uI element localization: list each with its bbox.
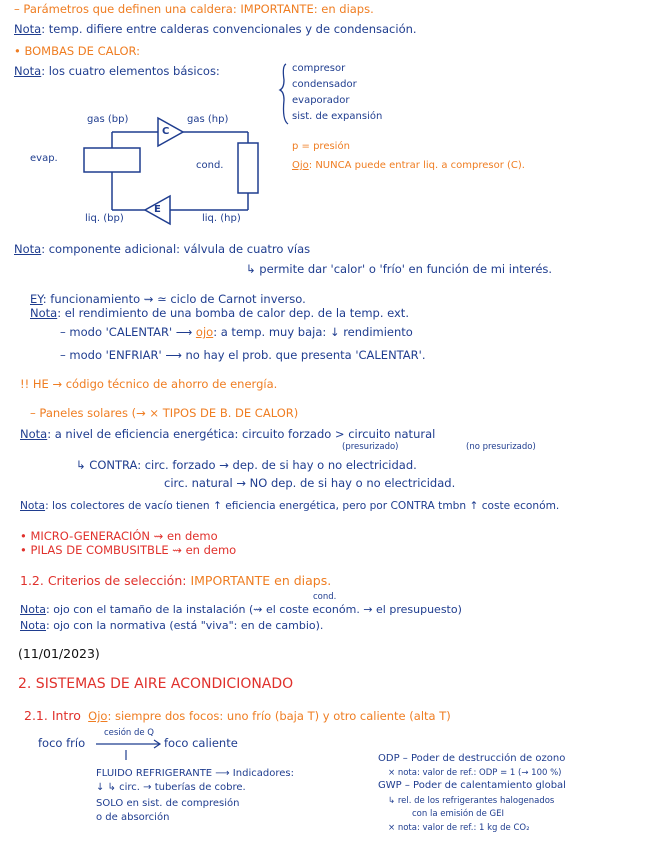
nota-label: Nota (30, 306, 58, 320)
label-gas-bp: gas (bp) (87, 114, 129, 125)
modo-calentar-text: : a temp. muy baja: ↓ rendimiento (213, 325, 413, 339)
date: (11/01/2023) (18, 646, 100, 661)
gwp-nota: × nota: valor de ref.: 1 kg de CO₂ (388, 823, 530, 833)
label-e: E (154, 204, 161, 215)
line-solo: SOLO en sist. de compresión (96, 798, 240, 809)
line-circ-natural: circ. natural → NO dep. de si hay o no electricidad. (164, 476, 456, 490)
nota-text: : componente adicional: válvula de cuatro vías (41, 242, 311, 256)
line-micro-generacion: • MICRO-GENERACIÓN ⇝ en demo (20, 529, 218, 543)
line-tuberias: ↓ ↳ circ. → tuberías de cobre. (96, 782, 246, 793)
nota-text: : los colectores de vacío tienen ↑ eficiencia energética, pero por CONTRA tmbn ↑ coste económ. (45, 500, 560, 512)
nota-text: : ojo con el tamaño de la instalación (⇝ el coste económ. → el presupuesto) (46, 603, 462, 616)
element-expansion: sist. de expansión (292, 111, 383, 122)
label-liq-hp: liq. (hp) (202, 213, 241, 224)
gwp-gei: con la emisión de GEI (412, 809, 504, 819)
odp-nota: × nota: valor de ref.: ODP = 1 (→ 100 %) (388, 768, 562, 778)
nota-label: Nota (20, 603, 47, 616)
nota-label: Nota (20, 500, 46, 512)
line-he: !! HE → código técnico de ahorro de energía. (20, 377, 278, 391)
importante-diaps: IMPORTANTE: en diaps. (236, 2, 374, 16)
ojo-text: : NUNCA puede entrar liq. a compresor (C). (308, 160, 525, 171)
nota-label: Nota (14, 22, 42, 36)
cesion-q: cesión de Q (104, 728, 154, 738)
section-1-2-note: IMPORTANTE en diaps. (186, 573, 332, 588)
label-liq-bp: liq. (bp) (85, 213, 124, 224)
sub-presurizado: (presurizado) (342, 442, 399, 452)
label-c: C (162, 126, 170, 137)
label-cond: cond. (196, 160, 224, 171)
label-evap: evap. (30, 153, 58, 164)
element-evaporador: evaporador (292, 95, 350, 106)
ojo-label: Ojo (292, 160, 309, 171)
intro-title: 2.1. Intro (24, 708, 81, 723)
sup-cond: cond. (313, 592, 337, 602)
p-note: p = presión (292, 141, 350, 152)
ey-text: : funcionamiento ⇝ ≃ ciclo de Carnot inverso. (42, 292, 306, 306)
element-compresor: compresor (292, 63, 346, 74)
sub-no-presurizado: (no presurizado) (466, 442, 536, 452)
line-contra: ↳ CONTRA: circ. forzado → dep. de si hay o no electricidad. (76, 458, 417, 472)
section-1-2-title: 1.2. Criterios de selección: (20, 573, 187, 588)
nota-label: Nota (20, 427, 48, 441)
gwp-rel: ↳ rel. de los refrigerantes halogenados (388, 796, 555, 806)
element-condensador: condensador (292, 79, 357, 90)
ojo-label: ojo (195, 325, 214, 339)
section-2-title: 2. SISTEMAS DE AIRE ACONDICIONADO (18, 676, 294, 692)
nota-text: : el rendimiento de una bomba de calor dep. de la temp. ext. (57, 306, 409, 320)
fluido-refrigerante: FLUIDO REFRIGERANTE ⟶ Indicadores: (96, 768, 294, 779)
nota-label: Nota (14, 64, 42, 78)
nota-label: Nota (20, 619, 47, 632)
modo-calentar: – modo 'CALENTAR' ⟶ (60, 325, 196, 339)
nota-label: Nota (14, 242, 42, 256)
foco-frio: foco frío (38, 736, 86, 750)
line-paneles: – Paneles solares (→ × TIPOS DE B. DE CALOR) (30, 406, 299, 420)
heading-bombas: • BOMBAS DE CALOR: (14, 44, 141, 58)
line-pilas: • PILAS DE COMBUSITBLE ⇝ en demo (20, 543, 237, 557)
ey-label: EY (30, 292, 43, 306)
nota-text: : ojo con la normativa (está "viva": en de cambio). (46, 619, 324, 632)
odp-title: ODP – Poder de destrucción de ozono (378, 753, 566, 764)
nota-text: : a nivel de eficiencia energética: circuito forzado > circuito natural (47, 427, 436, 441)
nota-text: : temp. difiere entre calderas convencionales y de condensación. (41, 22, 417, 36)
line-modo-enfriar: – modo 'ENFRIAR' ⟶ no hay el prob. que presenta 'CALENTAR'. (60, 348, 426, 362)
label-gas-hp: gas (hp) (187, 114, 229, 125)
ojo-label: Ojo (88, 709, 108, 723)
intro-text: : siempre dos focos: uno frío (baja T) y otro caliente (alta T) (107, 709, 451, 723)
nota-text: : los cuatro elementos básicos: (41, 64, 220, 78)
line-absorcion: o de absorción (96, 812, 170, 823)
foco-caliente: foco caliente (164, 736, 238, 750)
parametros-text: – Parámetros que definen una caldera: (14, 2, 237, 16)
line-permite: ↳ permite dar 'calor' o 'frío' en función de mi interés. (246, 262, 553, 276)
gwp-title: GWP – Poder de calentamiento global (378, 780, 566, 791)
